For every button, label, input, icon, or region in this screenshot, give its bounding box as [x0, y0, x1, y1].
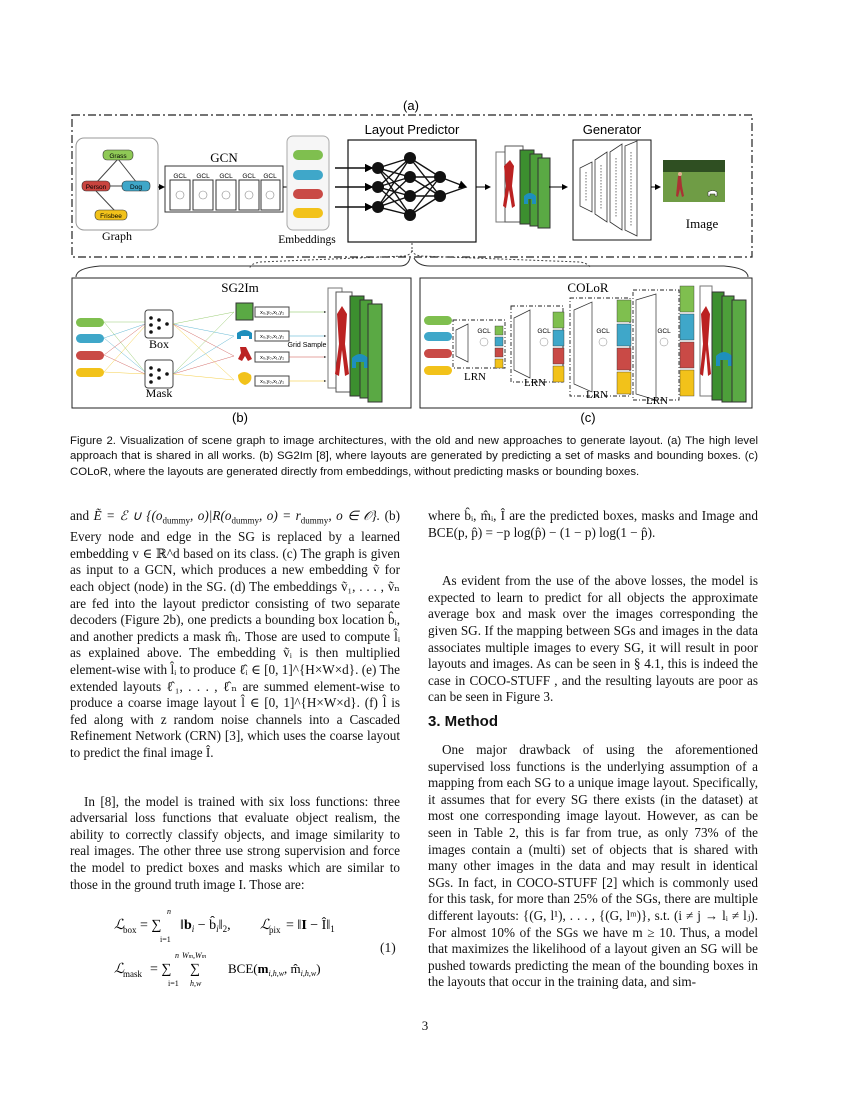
lrn-label-2: LRN	[524, 377, 546, 389]
panel-b-label: (b)	[232, 410, 248, 425]
grid-sample-label: Grid Sample	[287, 342, 327, 349]
right-paragraph-1: As evident from the use of the above losses, the model is expected to learn to predict for all objects the approximate average box and mask over the images corresponding the given SG. If the mapping between SGs and images in the data associates multiple images to every SG, it will result in poor layouts and images. As can be seen in § 4.1, this is indeed the case in COCO-STUFF , and the resulting layouts are poor as can be seen in Figure 3.	[428, 573, 758, 705]
svg-text:BCE(mi,h,w, m̂i,h,w): $BCE(m_{i,h,w}$, $m̂_{i,h,w}$)	[228, 961, 321, 978]
image-label: Image	[685, 216, 719, 231]
svg-text:= ∑: = ∑	[150, 962, 172, 977]
svg-text:box: box	[123, 925, 137, 935]
right-column-top	[428, 508, 758, 706]
graph-node-grass: Grass	[109, 153, 127, 160]
figure-2	[0, 0, 850, 430]
layout-stack-c	[700, 286, 746, 402]
svg-text:n: n	[167, 907, 171, 916]
svg-text:GCL: GCL	[242, 173, 256, 180]
output-image	[663, 160, 725, 202]
page-number: 3	[421, 1018, 429, 1033]
lrn-label-4: LRN	[646, 395, 668, 407]
left-column	[70, 508, 400, 893]
svg-text:GCL: GCL	[477, 328, 491, 335]
graph-label: Graph	[102, 229, 132, 243]
embeddings-label: Embeddings	[278, 234, 336, 246]
svg-text:GCL: GCL	[596, 328, 610, 335]
right-paragraph-0: where b̂ᵢ, m̂ᵢ, Î are the predicted boxes, masks and Image and BCE(p, p̂) = −p log(p̂) − (1 − p) log(1 − p̂).	[428, 508, 758, 540]
svg-text:x₀,y₀,x₁,y₁: x₀,y₀,x₁,y₁	[260, 334, 284, 340]
svg-text:= ∑: = ∑	[140, 918, 162, 933]
svg-text:x₀,y₀,x₁,y₁: x₀,y₀,x₁,y₁	[260, 310, 284, 316]
gcl-blocks	[170, 173, 280, 210]
svg-text:GCL: GCL	[196, 173, 210, 180]
mask-label: Mask	[145, 386, 173, 400]
layout-stack-b	[328, 288, 382, 402]
equation-number: (1)	[380, 940, 396, 955]
graph-node-frisbee: Frisbee	[100, 213, 122, 220]
graph-node-dog: Dog	[130, 184, 142, 191]
color-label: COLoR	[567, 280, 609, 295]
svg-text:i=1: i=1	[168, 979, 179, 988]
left-paragraph-2: In [8], the model is trained with six loss functions: three adversarial loss functions that evaluate object realism, the ability to correctly classify objects, and image similarity to real images. The other three use strong supervision and force the model to predict boxes and masks which are similar to those in the ground truth image I. Those are:	[70, 793, 400, 892]
svg-text:Wm,Wm: Wm,Wm	[182, 951, 207, 960]
svg-text:n: n	[175, 951, 179, 960]
svg-text:x₀,y₀,x₁,y₁: x₀,y₀,x₁,y₁	[260, 379, 284, 385]
right-paragraph-2: One major drawback of using the aforementioned supervised loss functions is the underlying assumption of a mapping from each SG to a unique image layout. Specifically, it assumes that for every SG there exists (in the dataset) at most one corresponding image layout. However, as can be seen in Table 2, this is far from true, as only 73% of the images contain a (multi) set of objects that is shared with many other images in the data and may result in identical SGs. In fact, in COCO-STUFF [2] which is commonly used for this task, for more than 25% of the SGs, there are multiple different layouts: {(G, l¹), . . . , {(G, lᵐ)}, s.t. (i ≠ j → lᵢ ≠ lⱼ). For almost 10% of the SGs we have m ≥ 10. Thus, a model that maximizes the likelihood of a layout given an SG will be pushed towards predicting the mean of the bounding boxes in the layouts that occur in the training data, and sim-	[428, 742, 758, 990]
graph-node-person: Person	[85, 184, 107, 191]
svg-text:x₀,y₀,x₁,y₁: x₀,y₀,x₁,y₁	[260, 355, 284, 361]
svg-text:GCL: GCL	[263, 173, 277, 180]
left-p1-rest: (b) Every node and edge in the SG is replaced by a learned embedding v ∈ ℝ^d based on its class. (c) The graph is given as input to a GCN, which produces a new embedding ṽ for each object (node) in the SG. (d) The embeddings ṽ₁, . . . , ṽₙ are fed into the layout predictor consisting of two separate decoders (Figure 2b), one predicts a bounding box location b̂ᵢ, and another predicts a mask m̂ᵢ. Those are used to compute l̂ᵢ as explained above. The embedding ṽᵢ is then multiplied element-wise with l̂ᵢ to produce ℓ̂ᵢ ∈ [0, 1]^{H×W×d}. (e) The extended layouts ℓ̂₁, . . . , ℓ̂ₙ are summed element-wise to produce a coarse image layout l̂ ∈ [0, 1]^{H×W×d}. (f) l̂ is fed along with z random noise channels into a Cascaded Refinement Network (CRN) [3], which uses the coarse layout to predict the final image Î.	[70, 508, 401, 760]
lrn-label-1: LRN	[464, 371, 486, 383]
svg-text:i=1: i=1	[160, 935, 171, 944]
layout-predictor-label: Layout Predictor	[364, 122, 460, 137]
panel-a-label: (a)	[403, 98, 419, 113]
generator-label: Generator	[582, 122, 642, 137]
svg-text:ℒ: ℒ	[260, 918, 271, 933]
svg-text:ℒ: ℒ	[114, 918, 125, 933]
panel-c-label: (c)	[580, 410, 596, 425]
equation-1	[110, 905, 400, 997]
svg-text:ℒ: ℒ	[114, 962, 125, 977]
lrn-label-3: LRN	[586, 389, 608, 401]
right-column-bottom	[428, 742, 758, 991]
left-paragraph-1: and Ẽ = ℰ ∪ {($o_{dummy}$, $o)|R(o_{dummy}$, $o) = r_{dummy}$, o ∈ 𝒪}. (b) Every node and edge in the SG is replaced by a learned embedding v ∈ ℝ^d based on its class. (c) The graph is given as input to a GCN, which produces a new embedding ṽ for each object (node) in the SG. (d) The embeddings ṽ₁, . . . , ṽₙ are fed into the layout predictor consisting of two separate decoders (Figure 2b), one predicts a bounding box location b̂ᵢ, and another predicts a mask m̂ᵢ. Those are used to compute l̂ᵢ as explained above. The embedding ṽᵢ is then multiplied element-wise with l̂ᵢ to produce ℓ̂ᵢ ∈ [0, 1]^{H×W×d}. (e) The extended layouts ℓ̂₁, . . . , ℓ̂ₙ are summed element-wise to produce a coarse image layout l̂ ∈ [0, 1]^{H×W×d}. (f) l̂ is fed along with z random noise channels into a Cascaded Refinement Network (CRN) [3], which uses the coarse layout to predict the final image Î.	[70, 508, 401, 760]
figure-caption: Figure 2. Visualization of scene graph to image architectures, with the old and new approaches to generate layout. (a) The high level approach that is shared in all works. (b) SG2Im [8], where layouts are generated by predicting a set of masks and bounding boxes. (c) COLoR, where the layouts are generated directly from embeddings, without predicting masks or bounding boxes.	[70, 435, 758, 478]
svg-text:GCL: GCL	[219, 173, 233, 180]
sg2im-label: SG2Im	[221, 280, 259, 295]
box-label: Box	[148, 337, 170, 351]
svg-text:∑: ∑	[190, 962, 200, 977]
svg-text:‖bi − b̂i‖2,: $‖b_i$ − $b̂_i‖_2$,	[180, 918, 231, 934]
svg-text:h,w: h,w	[190, 979, 202, 988]
svg-text:= ‖I − Î‖1: = ‖I − $Î‖_1$	[286, 918, 335, 934]
svg-text:GCL: GCL	[173, 173, 187, 180]
svg-text:pix: pix	[269, 925, 281, 935]
gcn-label: GCN	[210, 150, 238, 165]
svg-text:GCL: GCL	[657, 328, 671, 335]
svg-text:mask: mask	[123, 969, 142, 979]
section-title: 3. Method	[428, 713, 498, 730]
left-p1-lead: and	[70, 508, 90, 523]
layout-stack-a	[496, 146, 567, 228]
svg-text:GCL: GCL	[537, 328, 551, 335]
